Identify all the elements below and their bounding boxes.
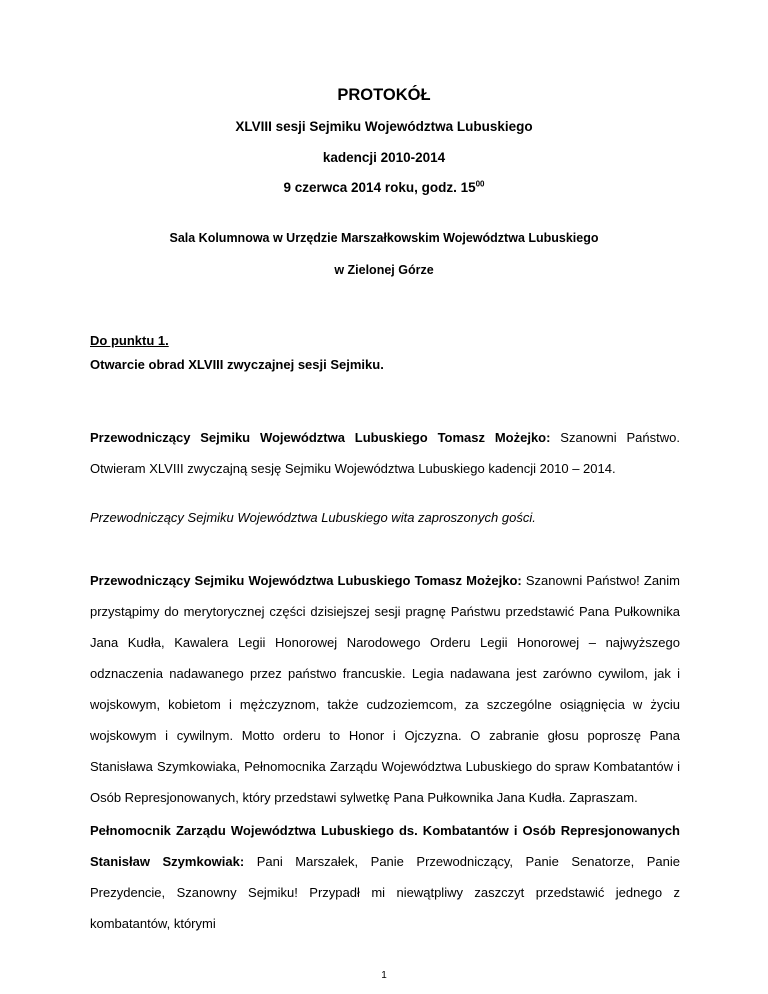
paragraph-note <box>90 502 680 533</box>
speech-text: Szanowni Państwo. Otwieram XLVIII zwyczajną sesję Sejmiku Województwa Lubuskiego kadencji 2010 – 2014. <box>90 430 680 476</box>
speaker-name: Przewodniczący Sejmiku Województwa Lubuskiego Tomasz Możejko: <box>90 573 522 588</box>
date-text: 9 czerwca 2014 roku, godz. 15 <box>283 180 476 195</box>
section-title: Otwarcie obrad XLVIII zwyczajnej sesji Sejmiku. <box>90 357 384 372</box>
page-number: 1 <box>381 970 387 981</box>
note-text: Przewodniczący Sejmiku Województwa Lubuskiego wita zaproszonych gości. <box>90 510 536 525</box>
speaker-name: Pełnomocnik Zarządu Województwa Lubuskiego ds. Kombatantów i Osób Represjonowanych Stanisław Szymkowiak: <box>90 823 680 869</box>
speaker-name: Przewodniczący Sejmiku Województwa Lubuskiego Tomasz Możejko: <box>90 430 551 445</box>
speech-text: Pani Marszałek, Panie Przewodniczący, Panie Senatorze, Panie Prezydencie, Szanowny Sejmiku! Przypadł mi niewątpliwy zaszczyt przedstawić jednego z kombatantów, którymi <box>90 854 680 931</box>
date-superscript: 00 <box>475 179 485 189</box>
paragraph-3 <box>90 815 680 939</box>
term-line: kadencji 2010-2014 <box>322 150 446 165</box>
document-title: PROTOKÓŁ <box>337 86 431 104</box>
paragraph-1 <box>90 422 680 484</box>
paragraph-2 <box>90 565 680 813</box>
section-label: Do punktu 1. <box>90 333 169 348</box>
venue-line-2: w Zielonej Górze <box>334 263 434 277</box>
section-heading <box>90 333 680 372</box>
date-line <box>0 180 768 195</box>
speech-text: Szanowni Państwo! Zanim przystąpimy do merytorycznej części dzisiejszej sesji pragnę Państwu przedstawić Pana Pułkownika Jana Kudła, Kawalera Legii Honorowej Narodowego Orderu Legii Honorowej – najwyższego odznaczenia nadawanego przez państwo francuskie. Legia nadawana jest zarówno cywilom, jak i wojskowym, kobietom i mężczyznom, także cudzoziemcom, za szczególne osiągnięcia w życiu wojskowym i cywilnym. Motto orderu to Honor i Ojczyzna. O zabranie głosu poproszę Pana Stanisława Szymkowiaka, Pełnomocnika Zarządu Województwa Lubuskiego do spraw Kombatantów i Osób Represjonowanych, który przedstawi sylwetkę Pana Pułkownika Jana Kudła. Zapraszam. <box>90 573 680 805</box>
session-line: XLVIII sesji Sejmiku Województwa Lubuskiego <box>235 119 533 134</box>
venue-line-1: Sala Kolumnowa w Urzędzie Marszałkowskim Województwa Lubuskiego <box>169 231 599 245</box>
